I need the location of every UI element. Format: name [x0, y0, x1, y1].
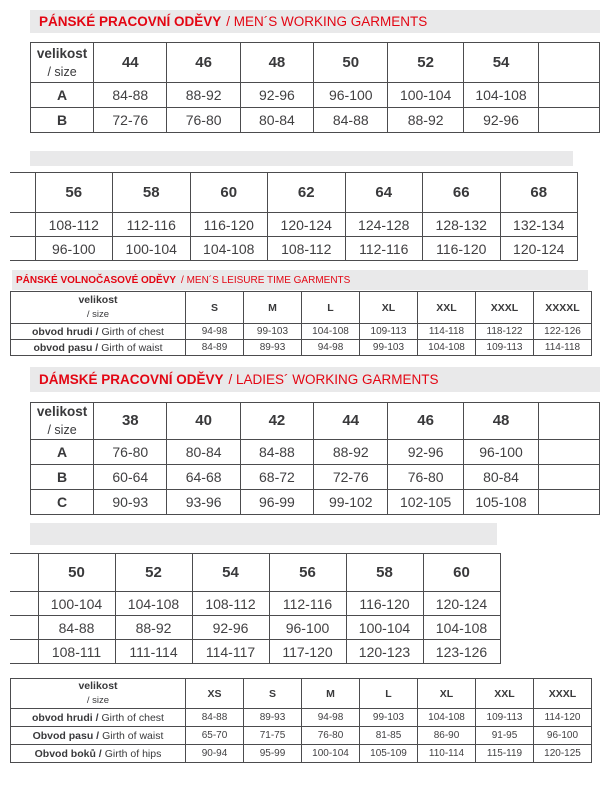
table-row [31, 83, 600, 108]
table-header-row [31, 403, 600, 440]
cut-cell [539, 489, 600, 514]
size-column-header: 46 [167, 43, 240, 83]
heading-czech: PÁNSKÉ PRACOVNÍ ODĚVY [39, 14, 222, 29]
value-cell: 76-80 [94, 439, 167, 464]
heading-english: / MEN´S LEISURE TIME GARMENTS [181, 274, 351, 286]
value-cell: 90-94 [186, 745, 244, 763]
value-cell: 100-104 [346, 616, 423, 640]
row-label-english: Girth of chest [101, 711, 164, 724]
row-label [11, 324, 186, 340]
value-cell: 104-108 [115, 592, 192, 616]
row-label: B [31, 108, 94, 133]
value-cell: 84-88 [314, 108, 388, 133]
size-column-header: 38 [94, 403, 167, 440]
value-cell: 86-90 [418, 727, 476, 745]
value-cell: 99-103 [360, 709, 418, 727]
size-column-header: L [302, 292, 360, 324]
value-cell: 104-108 [418, 340, 476, 356]
value-cell: 65-70 [186, 727, 244, 745]
cut-cell [539, 43, 600, 83]
table-row [31, 108, 600, 133]
size-column-header: 56 [35, 173, 113, 213]
value-cell: 115-119 [476, 745, 534, 763]
ladies-working-size-table-part2 [10, 553, 502, 664]
size-column-header: S [244, 679, 302, 709]
value-cell: 99-103 [360, 340, 418, 356]
row-label: B [31, 464, 94, 489]
value-cell: 76-80 [302, 727, 360, 745]
row-label [11, 745, 186, 763]
value-cell: 81-85 [360, 727, 418, 745]
value-cell: 116-120 [190, 213, 268, 237]
row-label: A [31, 439, 94, 464]
cut-cell [10, 592, 38, 616]
value-cell: 100-104 [38, 592, 115, 616]
cut-cell [10, 173, 35, 213]
table-header-row [31, 43, 600, 83]
value-cell: 64-68 [167, 464, 240, 489]
value-cell: 109-113 [360, 324, 418, 340]
value-cell: 122-126 [534, 324, 592, 340]
value-cell: 111-114 [115, 640, 192, 664]
size-column-header: 66 [423, 173, 501, 213]
value-cell: 88-92 [388, 108, 463, 133]
size-column-header: XXXL [534, 679, 592, 709]
value-cell: 92-96 [463, 108, 538, 133]
size-column-header: XL [418, 679, 476, 709]
size-column-header: XS [186, 679, 244, 709]
row-label-english: Girth of waist [101, 341, 163, 354]
separator-bar [30, 523, 497, 545]
mens-working-size-table-part2 [10, 172, 579, 261]
cut-cell [10, 640, 38, 664]
corner-label-line2: / size [47, 64, 77, 79]
value-cell: 108-112 [192, 592, 269, 616]
size-column-header: 48 [240, 43, 313, 83]
size-column-header: 60 [190, 173, 268, 213]
size-column-header: 64 [345, 173, 423, 213]
value-cell: 96-100 [534, 727, 592, 745]
value-cell: 114-118 [418, 324, 476, 340]
size-column-header: XXL [418, 292, 476, 324]
size-column-header: M [244, 292, 302, 324]
value-cell: 84-88 [186, 709, 244, 727]
value-cell: 96-100 [35, 237, 113, 261]
value-cell: 84-88 [240, 439, 313, 464]
value-cell: 94-98 [302, 709, 360, 727]
row-label-czech: Obvod pasu / [32, 729, 100, 742]
corner-label-line2: / size [47, 422, 77, 437]
value-cell: 114-118 [534, 340, 592, 356]
size-column-header: 58 [113, 173, 191, 213]
corner-label-line1: velikost [78, 680, 118, 692]
cut-cell [10, 237, 35, 261]
value-cell: 112-116 [113, 213, 191, 237]
size-column-header: 62 [268, 173, 346, 213]
table-header-row [11, 679, 592, 709]
size-table [10, 291, 592, 356]
value-cell: 124-128 [345, 213, 423, 237]
value-cell: 90-93 [94, 489, 167, 514]
value-cell: 123-126 [423, 640, 500, 664]
value-cell: 114-120 [534, 709, 592, 727]
size-column-header: 60 [423, 554, 500, 592]
value-cell: 96-99 [240, 489, 313, 514]
value-cell: 100-104 [302, 745, 360, 763]
table-header-row [10, 173, 578, 213]
value-cell: 112-116 [345, 237, 423, 261]
value-cell: 132-134 [500, 213, 578, 237]
value-cell: 68-72 [240, 464, 313, 489]
ladies-working-size-table-part1 [30, 402, 600, 515]
table-row [11, 324, 592, 340]
size-column-header: 44 [314, 403, 388, 440]
row-label-czech: Obvod boků / [34, 747, 102, 760]
size-column-header: 54 [192, 554, 269, 592]
value-cell: 105-109 [360, 745, 418, 763]
size-column-header: 52 [115, 554, 192, 592]
cut-cell [10, 213, 35, 237]
table-row [11, 340, 592, 356]
value-cell: 109-113 [476, 709, 534, 727]
value-cell: 94-98 [186, 324, 244, 340]
cut-cell [539, 464, 600, 489]
value-cell: 120-123 [346, 640, 423, 664]
table-header-row [11, 292, 592, 324]
row-label [11, 727, 186, 745]
value-cell: 99-102 [314, 489, 388, 514]
separator-bar [30, 151, 573, 166]
value-cell: 120-124 [500, 237, 578, 261]
size-column-header: XL [360, 292, 418, 324]
size-column-header: 52 [388, 43, 463, 83]
value-cell: 128-132 [423, 213, 501, 237]
value-cell: 104-108 [190, 237, 268, 261]
value-cell: 108-111 [38, 640, 115, 664]
value-cell: 104-108 [302, 324, 360, 340]
value-cell: 91-95 [476, 727, 534, 745]
corner-label-line1: velikost [36, 404, 88, 419]
value-cell: 71-75 [244, 727, 302, 745]
size-column-header: S [186, 292, 244, 324]
section-heading-mens-working [30, 10, 600, 33]
size-column-header: 44 [94, 43, 167, 83]
value-cell: 108-112 [268, 237, 346, 261]
value-cell: 92-96 [388, 439, 463, 464]
table-row [10, 640, 500, 664]
cut-cell [539, 439, 600, 464]
value-cell: 104-108 [463, 83, 538, 108]
table-row [10, 213, 578, 237]
row-label-czech: obvod hrudi / [32, 325, 99, 338]
value-cell: 88-92 [314, 439, 388, 464]
size-column-header: 50 [38, 554, 115, 592]
table-row [10, 616, 500, 640]
value-cell: 116-120 [346, 592, 423, 616]
value-cell: 105-108 [463, 489, 538, 514]
value-cell: 84-88 [38, 616, 115, 640]
size-column-header: 40 [167, 403, 240, 440]
value-cell: 88-92 [115, 616, 192, 640]
size-column-header: XXL [476, 679, 534, 709]
heading-english: / MEN´S WORKING GARMENTS [226, 14, 428, 29]
corner-label-line2: / size [86, 308, 110, 320]
row-label-english: Girth of chest [101, 325, 164, 338]
row-label [11, 709, 186, 727]
value-cell: 84-89 [186, 340, 244, 356]
value-cell: 100-104 [113, 237, 191, 261]
size-column-header: XXXL [476, 292, 534, 324]
value-cell: 92-96 [192, 616, 269, 640]
value-cell: 89-93 [244, 709, 302, 727]
size-table [30, 402, 600, 515]
corner-header [31, 43, 94, 83]
corner-header [11, 679, 186, 709]
size-column-header: XXXXL [534, 292, 592, 324]
row-label: C [31, 489, 94, 514]
value-cell: 84-88 [94, 83, 167, 108]
table-row [10, 237, 578, 261]
value-cell: 60-64 [94, 464, 167, 489]
value-cell: 96-100 [314, 83, 388, 108]
value-cell: 110-114 [418, 745, 476, 763]
row-label-czech: obvod hrudi / [32, 711, 99, 724]
cut-cell [539, 83, 600, 108]
corner-label-line1: velikost [36, 45, 88, 61]
mens-leisure-size-table [10, 291, 592, 356]
value-cell: 100-104 [388, 83, 463, 108]
size-table [30, 42, 600, 133]
value-cell: 102-105 [388, 489, 463, 514]
row-label [11, 340, 186, 356]
size-column-header: 42 [240, 403, 313, 440]
row-label: A [31, 83, 94, 108]
value-cell: 94-98 [302, 340, 360, 356]
value-cell: 96-100 [269, 616, 346, 640]
size-column-header: 56 [269, 554, 346, 592]
corner-header [31, 403, 94, 440]
size-table [10, 553, 501, 664]
size-column-header: 48 [463, 403, 538, 440]
ladies-measurements-table [10, 678, 592, 763]
value-cell: 109-113 [476, 340, 534, 356]
value-cell: 93-96 [167, 489, 240, 514]
table-row [31, 439, 600, 464]
value-cell: 114-117 [192, 640, 269, 664]
value-cell: 95-99 [244, 745, 302, 763]
value-cell: 72-76 [94, 108, 167, 133]
value-cell: 89-93 [244, 340, 302, 356]
value-cell: 99-103 [244, 324, 302, 340]
value-cell: 120-125 [534, 745, 592, 763]
value-cell: 88-92 [167, 83, 240, 108]
value-cell: 118-122 [476, 324, 534, 340]
size-column-header: 68 [500, 173, 578, 213]
value-cell: 80-84 [240, 108, 313, 133]
table-row [11, 727, 592, 745]
size-table [10, 678, 592, 763]
size-column-header: 54 [463, 43, 538, 83]
value-cell: 116-120 [423, 237, 501, 261]
value-cell: 104-108 [418, 709, 476, 727]
size-column-header: 46 [388, 403, 463, 440]
value-cell: 112-116 [269, 592, 346, 616]
value-cell: 80-84 [463, 464, 538, 489]
heading-czech: DÁMSKÉ PRACOVNÍ ODĚVY [39, 372, 224, 387]
value-cell: 80-84 [167, 439, 240, 464]
size-table [10, 172, 578, 261]
value-cell: 108-112 [35, 213, 113, 237]
heading-czech: PÁNSKÉ VOLNOČASOVÉ ODĚVY [16, 274, 177, 286]
row-label-english: Girth of waist [102, 729, 164, 742]
table-row [10, 592, 500, 616]
row-label-english: Girth of hips [104, 747, 162, 760]
section-heading-ladies-working [30, 367, 600, 392]
value-cell: 120-124 [423, 592, 500, 616]
mens-working-size-table-part1 [30, 42, 600, 133]
value-cell: 117-120 [269, 640, 346, 664]
size-column-header: M [302, 679, 360, 709]
value-cell: 92-96 [240, 83, 313, 108]
cut-cell [10, 554, 38, 592]
corner-header [11, 292, 186, 324]
value-cell: 76-80 [167, 108, 240, 133]
value-cell: 120-124 [268, 213, 346, 237]
table-row [31, 489, 600, 514]
value-cell: 104-108 [423, 616, 500, 640]
row-label-czech: obvod pasu / [33, 341, 99, 354]
cut-cell [10, 616, 38, 640]
cut-cell [539, 403, 600, 440]
size-column-header: 50 [314, 43, 388, 83]
size-column-header: L [360, 679, 418, 709]
heading-english: / LADIES´ WORKING GARMENTS [228, 372, 439, 387]
value-cell: 72-76 [314, 464, 388, 489]
value-cell: 96-100 [463, 439, 538, 464]
table-row [31, 464, 600, 489]
corner-label-line2: / size [86, 694, 110, 706]
table-row [11, 745, 592, 763]
value-cell: 76-80 [388, 464, 463, 489]
table-header-row [10, 554, 500, 592]
section-heading-mens-leisure [12, 270, 588, 290]
table-row [11, 709, 592, 727]
size-column-header: 58 [346, 554, 423, 592]
cut-cell [539, 108, 600, 133]
corner-label-line1: velikost [78, 294, 118, 306]
